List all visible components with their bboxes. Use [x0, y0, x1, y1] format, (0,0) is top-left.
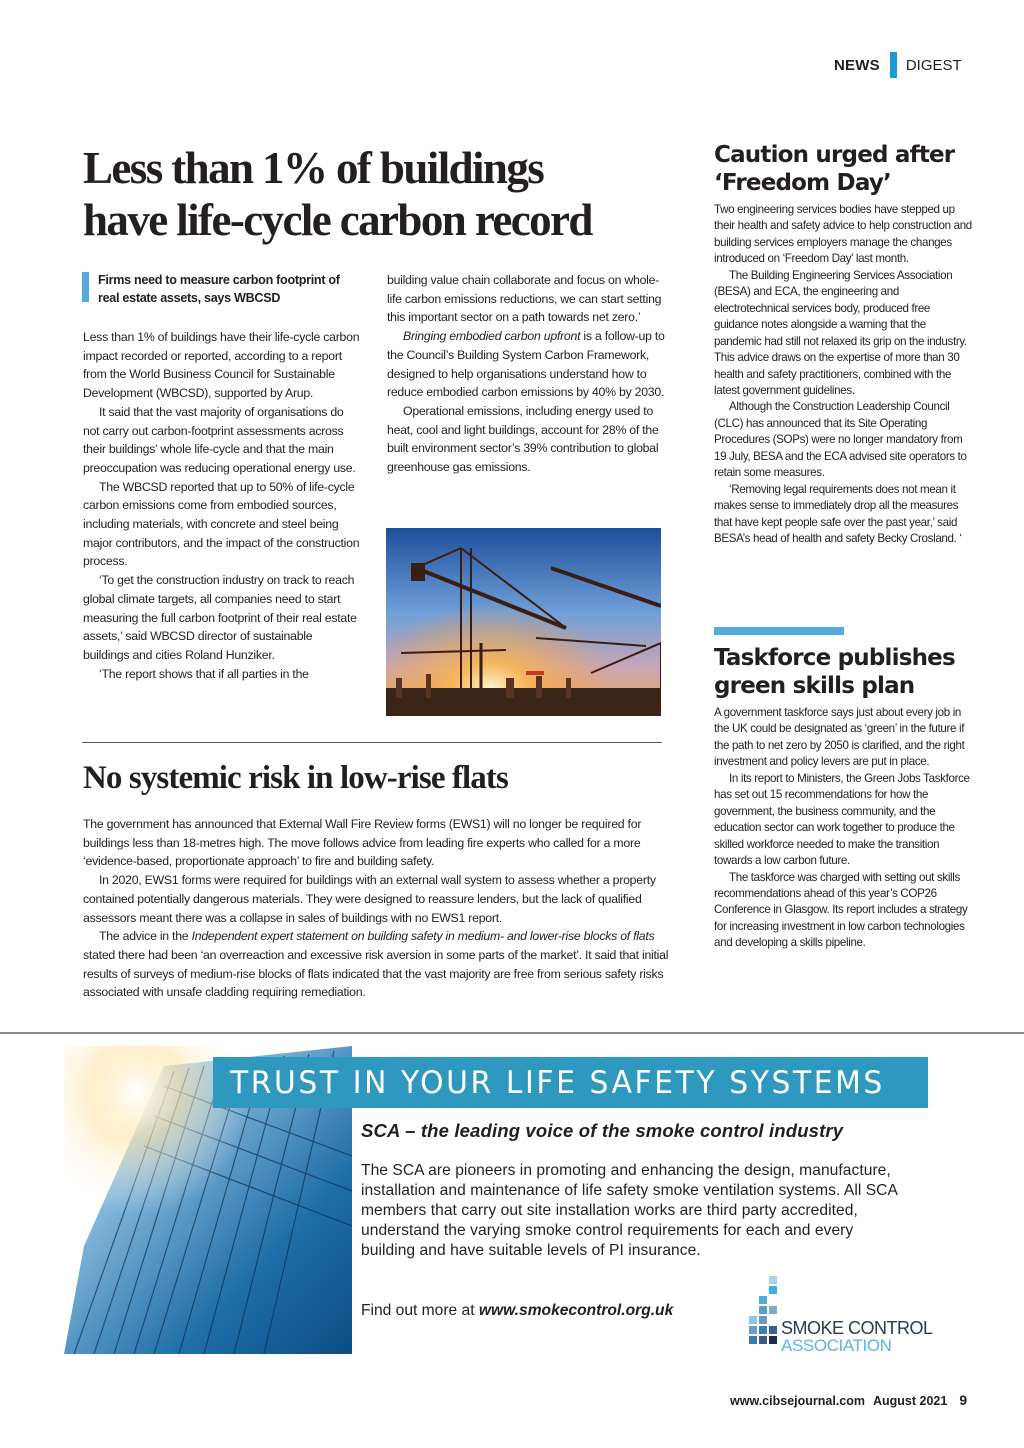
subsection-label: DIGEST: [905, 56, 962, 74]
paragraph-start: The advice in the: [99, 929, 192, 944]
footer-website: www.cibsejournal.com: [730, 1394, 865, 1408]
paragraph: It said that the vast majority of organisations do not carry out carbon-footprint assessments across their buildings’ whole life-cycle and that the main preoccupation was reducing operational energy use.: [83, 404, 356, 475]
paragraph: The government has announced that External Wall Fire Review forms (EWS1) will no longer be required for buildings less than 18-metres high. The move follows advice from leading fire experts who called for a more ‘evidence-based, proportionate approach’ to fire and building safety.: [83, 817, 642, 869]
sidebar-story-1-body: [714, 202, 972, 548]
headline-line-1: Less than 1% of buildings: [83, 143, 544, 193]
second-article-body: [83, 815, 673, 1002]
paragraph-rest: stated there had been ‘an overreaction and excessive risk aversion in some parts of the market’. It said that initial results of surveys of medium-rise blocks of flats indicated that the vast majority are free from serious safety risks associated with unsafe cladding requiring remediation.: [83, 947, 669, 1000]
section-divider: [82, 742, 662, 743]
main-article-column-1: [83, 328, 361, 683]
sidebar-story-2-headline: [714, 644, 955, 700]
paragraph-rest: is a follow-up to the Council’s Building System Carbon Framework, designed to help organisations understand how to reduce embodied carbon emissions by 40% by 2030.: [387, 329, 665, 400]
main-headline: [83, 142, 673, 246]
headline-line-1: Caution urged after: [714, 142, 955, 168]
paragraph: ‘Removing legal requirements does not mean it makes sense to immediately drop all the measures that have kept people safe over the past year,’ said BESA’s head of health and safety Becky Crosland. ‘: [714, 482, 962, 546]
section-divider-bar: [890, 52, 897, 78]
advert-divider: [0, 1032, 1024, 1034]
paragraph: The taskforce was charged with setting out skills recommendations ahead of this year’s COP26 Conference in Glasgow. Its report includes a strategy for increasing investment in low carbon technologies and developing a skills pipeline.: [714, 870, 968, 950]
paragraph: The WBCSD reported that up to 50% of life-cycle carbon emissions come from embodied sources, including materials, with concrete and steel being major contributors, and the impact of the construction process.: [83, 479, 360, 569]
footer-date: August 2021: [873, 1394, 948, 1408]
paragraph: In 2020, EWS1 forms were required for buildings with an external wall system to assess whether a property contained potentially dangerous materials. They were designed to reassure lenders, but the lack of qualified assessors meant there was a collapse in sales of buildings with no EWS1 report.: [83, 873, 656, 925]
statement-title: Independent expert statement on building safety in medium- and lower-rise blocks of flats: [191, 929, 655, 944]
paragraph: building value chain collaborate and focus on whole-life carbon emissions reductions, we can start setting this important sector on a path towards net zero.’: [387, 273, 662, 325]
construction-cranes-photo: [386, 528, 661, 716]
paragraph: Although the Construction Leadership Council (CLC) has announced that its Site Operating Procedures (SOPs) were no longer mandatory from 19 July, BESA and the ECA advised site operators to retain some measures.: [714, 400, 967, 480]
main-article-column-2: [387, 271, 667, 477]
paragraph: Operational emissions, including energy used to heat, cool and light buildings, account for 28% of the built environment sector’s 39% contribution to global greenhouse gas emissions.: [387, 403, 659, 475]
headline-line-2: ‘Freedom Day’: [714, 170, 891, 196]
paragraph: ‘To get the construction industry on track to reach global climate targets, all companies need to start measuring the full carbon footprint of their real estate assets,’ said WBCSD director of sustainable buildings and cities Roland Hunziker.: [83, 573, 357, 662]
section-header: [834, 52, 962, 78]
page-number: 9: [959, 1392, 968, 1408]
advert-body: The SCA are pioneers in promoting and enhancing the design, manufacture, installation and maintenance of life safety smoke ventilation systems. All SCA members that carry out site installation works are third party accredited, understand the varying smoke control requirements for each and every building and have suitable levels of PI insurance.: [361, 1162, 898, 1259]
paragraph: A government taskforce says just about every job in the UK could be designated as ‘green’ in the future if the path to net zero by 2050 is clarified, and the right investment and policy levers are put in place.: [714, 706, 965, 769]
standfirst: [82, 271, 362, 307]
report-title: Bringing embodied carbon upfront: [403, 329, 581, 344]
page-footer: [730, 1392, 967, 1408]
standfirst-accent-bar: [82, 272, 89, 302]
advert-call-to-action: [361, 1302, 673, 1320]
headline-line-2: green skills plan: [714, 673, 915, 699]
paragraph: ‘The report shows that if all parties in the: [99, 666, 309, 681]
sidebar-accent-bar: [714, 627, 844, 635]
cta-prefix: Find out more at: [361, 1302, 479, 1319]
paragraph: In its report to Ministers, the Green Jobs Taskforce has set out 15 recommendations for how the government, the business community, and the education sector can work together to produce the skilled workforce needed to make the transition towards a low carbon future.: [714, 771, 970, 868]
advert-banner-title: TRUST IN YOUR LIFE SAFETY SYSTEMS: [230, 1065, 885, 1101]
sidebar-story-2-body: [714, 705, 972, 952]
logo-text-line-2: ASSOCIATION: [781, 1336, 892, 1355]
advert-tagline: SCA – the leading voice of the smoke control industry: [361, 1120, 844, 1141]
headline-line-1: Taskforce publishes: [714, 645, 955, 671]
headline-line-2: have life-cycle carbon record: [83, 195, 592, 245]
paragraph: [83, 927, 673, 1002]
logo-text-line-1: SMOKE CONTROL: [781, 1318, 933, 1338]
section-label: NEWS: [834, 56, 880, 74]
paragraph: Two engineering services bodies have stepped up their health and safety advice to help construction and building services employers manage the changes introduced on ‘Freedom Day’ last month.: [714, 203, 972, 266]
second-article-headline: No systemic risk in low-rise flats: [83, 760, 508, 796]
paragraph: Less than 1% of buildings have their life-cycle carbon impact recorded or reported, according to a report from the World Business Council for Sustainable Development (WBCSD), supported by Arup.: [83, 330, 360, 401]
paragraph: [387, 327, 667, 402]
standfirst-text: Firms need to measure carbon footprint of real estate assets, says WBCSD: [98, 273, 340, 305]
website-link[interactable]: www.smokecontrol.org.uk: [478, 1302, 674, 1319]
paragraph: The Building Engineering Services Association (BESA) and ECA, the engineering and electrotechnical services body, produced free guidance notes alongside a warning that the pandemic had still not relaxed its grip on the industry. This advice draws on the expertise of more than 30 health and safety practitioners, combined with the latest government guidelines.: [714, 268, 967, 397]
sidebar-story-1-headline: [714, 141, 954, 197]
